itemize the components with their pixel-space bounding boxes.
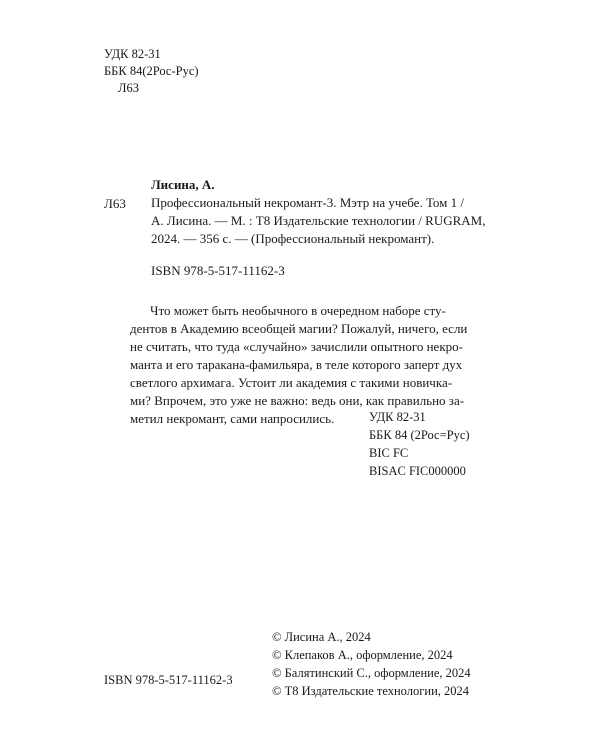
copyright-line: © Балятинский С., оформление, 2024 — [272, 666, 471, 680]
annotation-line: ми? Впрочем, это уже не важно: ведь они, как правильно за- — [130, 393, 465, 408]
isbn-main: ISBN 978-5-517-11162-3 — [151, 263, 285, 278]
annotation-line: светлого архимага. Устоит ли академия с такими новичка- — [130, 375, 453, 390]
udk-code: УДК 82-31 — [104, 47, 161, 61]
annotation-line: не считать, что туда «случайно» зачислили опытного некро- — [130, 339, 463, 354]
annotation-line: Что может быть необычного в очередном наборе сту- — [150, 303, 446, 318]
biblio-line: Профессиональный некромант-3. Мэтр на учебе. Том 1 / — [151, 195, 465, 210]
classification-code: BISAC FIC000000 — [369, 464, 466, 478]
annotation-line: дентов в Академию всеобщей магии? Пожалуй, ничего, если — [130, 321, 468, 336]
bibliographic-description — [151, 194, 511, 248]
bbk-code: ББК 84(2Рос-Рус) — [104, 64, 199, 78]
annotation-line: метил некромант, сами напросились. — [130, 411, 335, 426]
biblio-line: 2024. — 356 с. — (Профессиональный некромант). — [151, 231, 435, 246]
copyright-line: © Лисина А., 2024 — [272, 630, 371, 644]
classification-code: BIC FC — [369, 446, 409, 460]
classification-right — [369, 410, 470, 482]
classification-top — [104, 47, 199, 98]
author-mark-side: Л63 — [104, 196, 126, 211]
author-heading: Лисина, А. — [151, 177, 215, 192]
copyright-line: © Клепаков А., оформление, 2024 — [272, 648, 453, 662]
biblio-line: А. Лисина. — М. : Т8 Издательские технологии / RUGRAM, — [151, 213, 486, 228]
copyright-line: © Т8 Издательские технологии, 2024 — [272, 684, 470, 698]
author-mark: Л63 — [118, 81, 139, 95]
isbn-bottom: ISBN 978-5-517-11162-3 — [104, 673, 233, 687]
classification-code: УДК 82-31 — [369, 410, 426, 424]
annotation-line: манта и его таракана-фамильяра, в теле которого заперт дух — [130, 357, 463, 372]
copyright-block — [272, 630, 471, 702]
classification-code: ББК 84 (2Рос=Рус) — [369, 428, 470, 442]
